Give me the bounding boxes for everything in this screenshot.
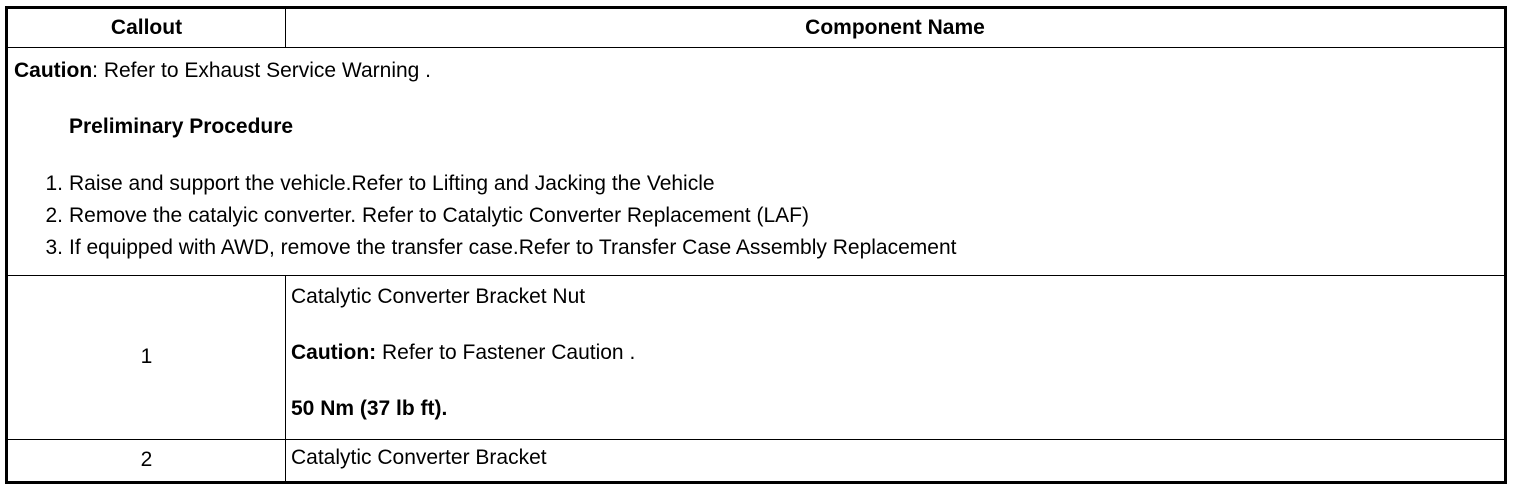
- preliminary-cell: [7, 48, 1506, 276]
- torque-spec: 50 Nm (37 lb ft).: [291, 397, 448, 420]
- caution-text: Refer to Fastener Caution .: [376, 340, 636, 364]
- preliminary-row: [7, 48, 1506, 276]
- component-name: Catalytic Converter Bracket Nut: [291, 284, 586, 308]
- caution-text: : Refer to Exhaust Service Warning .: [92, 59, 432, 82]
- component-name: Catalytic Converter Bracket: [291, 445, 547, 469]
- caution-label: Caution:: [291, 340, 377, 364]
- caution-label: Caution: [14, 59, 93, 82]
- procedure-steps: [14, 171, 1498, 267]
- component-table: [5, 6, 1507, 484]
- header-row: [7, 8, 1506, 48]
- fastener-caution: [291, 340, 1498, 366]
- table-row: [7, 275, 1506, 439]
- step-text: If equipped with AWD, remove the transfer case.Refer to Transfer Case Assembly Replacement: [69, 235, 957, 259]
- component-name-cell: [286, 439, 1506, 482]
- component-name-cell: [286, 275, 1506, 439]
- step-number: 2.: [45, 203, 63, 227]
- callout-number: 1: [7, 275, 286, 439]
- header-callout: Callout: [7, 8, 286, 48]
- step-text: Remove the catalyic converter. Refer to Catalytic Converter Replacement (LAF): [69, 203, 809, 227]
- step-number: 1.: [45, 171, 63, 195]
- header-component-name: Component Name: [286, 8, 1506, 48]
- procedure-step: [14, 203, 1498, 235]
- table-row: [7, 439, 1506, 482]
- procedure-step: [14, 235, 1498, 267]
- step-number: 3.: [45, 235, 63, 259]
- callout-number: 2: [7, 439, 286, 482]
- step-text: Raise and support the vehicle.Refer to Lifting and Jacking the Vehicle: [69, 171, 715, 195]
- preliminary-caution: [14, 58, 1498, 84]
- preliminary-title: Preliminary Procedure: [69, 115, 294, 139]
- procedure-step: [14, 171, 1498, 203]
